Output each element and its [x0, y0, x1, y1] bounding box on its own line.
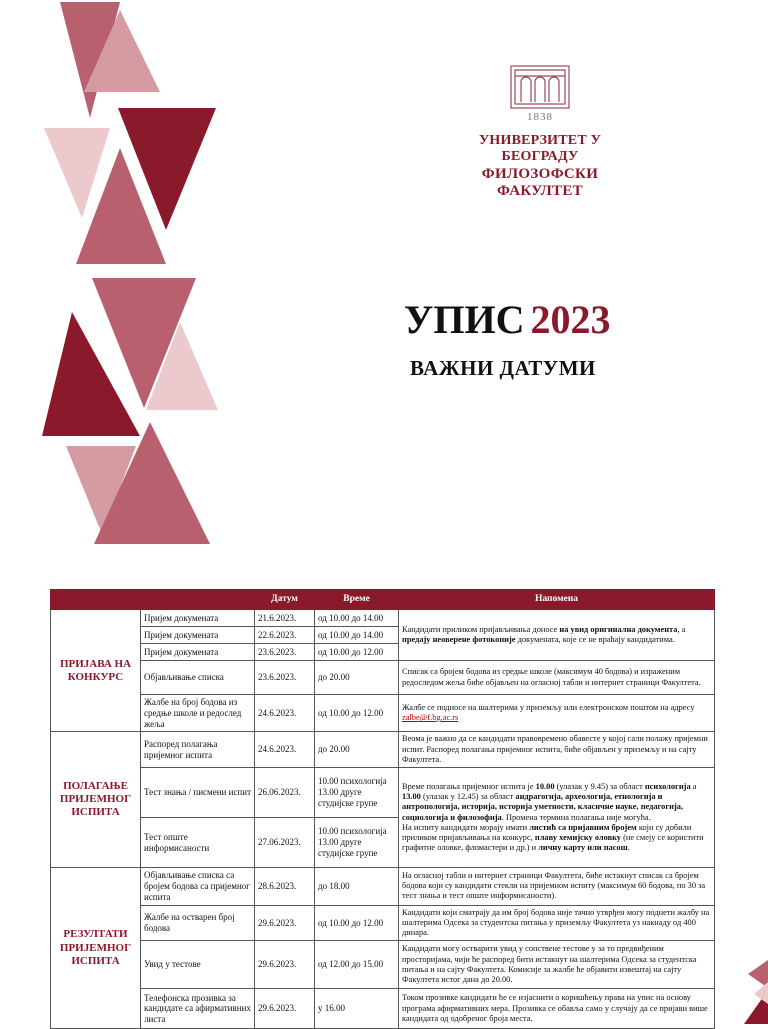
group-exam: ПОЛАГАЊЕ ПРИЈЕМНОГ ИСПИТА	[51, 732, 141, 868]
title-year: 2023	[530, 297, 611, 342]
header-time: Време	[315, 590, 399, 610]
date-cell: 28.6.2023.	[255, 868, 315, 905]
date-cell: 26.06.2023.	[255, 768, 315, 818]
page-title	[404, 296, 664, 343]
date-cell: 23.6.2023.	[255, 644, 315, 661]
table-row	[51, 768, 715, 818]
corner-triangles	[740, 954, 768, 1024]
time-cell: у 16.00	[315, 989, 399, 1029]
group-results: РЕЗУЛТАТИ ПРИЈЕМНОГ ИСПИТА	[51, 868, 141, 1029]
note-appeal: Кандидати који сматрају да им број бодова није тачно утврђен могу поднети жалбу на шалтерима Одсека за студентска питања у приземљу Факултета уз накнаду од 400 динара.	[399, 905, 715, 941]
table-row	[51, 941, 715, 989]
decorative-triangles	[0, 0, 230, 560]
time-cell: до 20.00	[315, 732, 399, 768]
date-cell: 29.6.2023.	[255, 941, 315, 989]
date-cell: 23.6.2023.	[255, 661, 315, 695]
table-row	[51, 868, 715, 905]
date-cell: 29.6.2023.	[255, 989, 315, 1029]
activity-cell: Пријем докумената	[141, 610, 255, 627]
header-date: Датум	[255, 590, 315, 610]
university-name: УНИВЕРЗИТЕТ У БЕОГРАДУ	[478, 133, 602, 164]
logo-year: 1838	[527, 111, 553, 123]
activity-cell: Увид у тестове	[141, 941, 255, 989]
table-row	[51, 695, 715, 732]
header-activity	[141, 590, 255, 610]
activity-cell: Тест знања / писмени испит	[141, 768, 255, 818]
complaints-email-link[interactable]: zalbe@f.bg.ac.rs	[402, 713, 459, 723]
date-cell: 21.6.2023.	[255, 610, 315, 627]
date-cell: 24.6.2023.	[255, 695, 315, 732]
table-row	[51, 989, 715, 1029]
time-cell: од 10.00 до 12.00	[315, 695, 399, 732]
header-note: Напомена	[399, 590, 715, 610]
time-cell: до 20.00	[315, 661, 399, 695]
building-icon	[510, 62, 570, 110]
note-review: Кандидати могу остварити увид у сопствене тестове у за то предвиђеним просторијама, чији ће распоред бити истакнут на шалтерима Одсека за студентска питања и на сајту Факултета. Комисије за жалбе ће објавити извештај на сајту Факултета истог дана до 20.00.	[399, 941, 715, 989]
activity-cell: Објављивање списка	[141, 661, 255, 695]
time-cell: од 12.00 до 15.00	[315, 941, 399, 989]
time-cell: 10.00 психологија 13.00 друге студијске групе	[315, 768, 399, 818]
time-cell: од 10.00 до 12.00	[315, 644, 399, 661]
date-cell: 29.6.2023.	[255, 905, 315, 941]
table-header-row	[51, 590, 715, 610]
activity-cell: Распоред полагања пријемног испита	[141, 732, 255, 768]
activity-cell: Објављивање списка са бројем бодова са пријемног испита	[141, 868, 255, 905]
time-cell: од 10.00 до 12.00	[315, 905, 399, 941]
activity-cell: Пријем докумената	[141, 644, 255, 661]
note-schedule: Веома је важно да се кандидати правовремено обавесте у којој сали полажу пријемни испит. Распоред полагања пријемног испита, биће објављен у приземљу и на сајту Факултета.	[399, 732, 715, 768]
schedule-table	[50, 589, 715, 1029]
date-cell: 27.06.2023.	[255, 818, 315, 868]
page-subtitle: ВАЖНИ ДАТУМИ	[410, 356, 596, 380]
note-documents: Кандидати приликом пријављивања доносе на увид оригинална документа, а предају неоверене фотокопије докумената, које се не враћају кандидатима.	[399, 610, 715, 661]
activity-cell: Жалбе на број бодова из средње школе и редослед жеља	[141, 695, 255, 732]
time-cell: од 10.00 до 14.00	[315, 627, 399, 644]
activity-cell: Пријем докумената	[141, 627, 255, 644]
header-group	[51, 590, 141, 610]
time-cell: од 10.00 до 14.00	[315, 610, 399, 627]
date-cell: 22.6.2023.	[255, 627, 315, 644]
activity-cell: Жалбе на остварен број бодова	[141, 905, 255, 941]
note-exam: Време полагања пријемног испита је 10.00 (улазак у 9.45) за област психологија а 13.00 (улазак у 12.45) за област андрагогија, археологија, етнологија и антропологија, историја, историја уметности, класичне науке, педагогија, социологија и филозофија. Промена термина полагања није могућа. На испиту кандидати морају имати листић са пријавним бројем који су добили приликом пријављивања на конкурс, плаву хемијску оловку (не смеју се користити графитне оловке, фломастери и др.) и личну карту или пасош.	[399, 768, 715, 868]
table-row	[51, 732, 715, 768]
note-complaints: Жалбе се подносе на шалтерима у приземљу или електронском поштом на адресу zalbe@f.bg.ac.rs	[399, 695, 715, 732]
table-row	[51, 661, 715, 695]
note-affirmative: Током прозивке кандидати ће се изјаснити о коришћењу права на упис на основу програма афирмативних мера. Прозивка се обавља само у случају да се пријави више кандидата од одобреног броја места.	[399, 989, 715, 1029]
activity-cell: Тест опште информисаности	[141, 818, 255, 868]
triangle	[748, 960, 768, 988]
time-cell: 10.00 психологија 13.00 друге студијске групе	[315, 818, 399, 868]
time-cell: до 18.00	[315, 868, 399, 905]
title-main: УПИС	[404, 297, 525, 342]
table-row	[51, 905, 715, 941]
activity-cell: Телефонска прозивка за кандидате са афирмативних листа	[141, 989, 255, 1029]
note-results: На огласној табли и интернет страници Факултета, биће истакнут списак са бројем бодова који су кандидати стекли на пријемном испиту (максимум 60 бодова, по 30 за тест знања и тест опште информисаности).	[399, 868, 715, 905]
faculty-logo	[440, 62, 640, 200]
faculty-name: ФИЛОЗОФСКИ ФАКУЛТЕТ	[481, 166, 599, 199]
group-application: ПРИЈАВА НА КОНКУРС	[51, 610, 141, 732]
table-row	[51, 610, 715, 627]
date-cell: 24.6.2023.	[255, 732, 315, 768]
note-list: Списак са бројем бодова из средње школе (максимум 40 бодова) и израженим редоследом жеља биће објављен на огласној табли и интернет страници Факултета.	[399, 661, 715, 695]
